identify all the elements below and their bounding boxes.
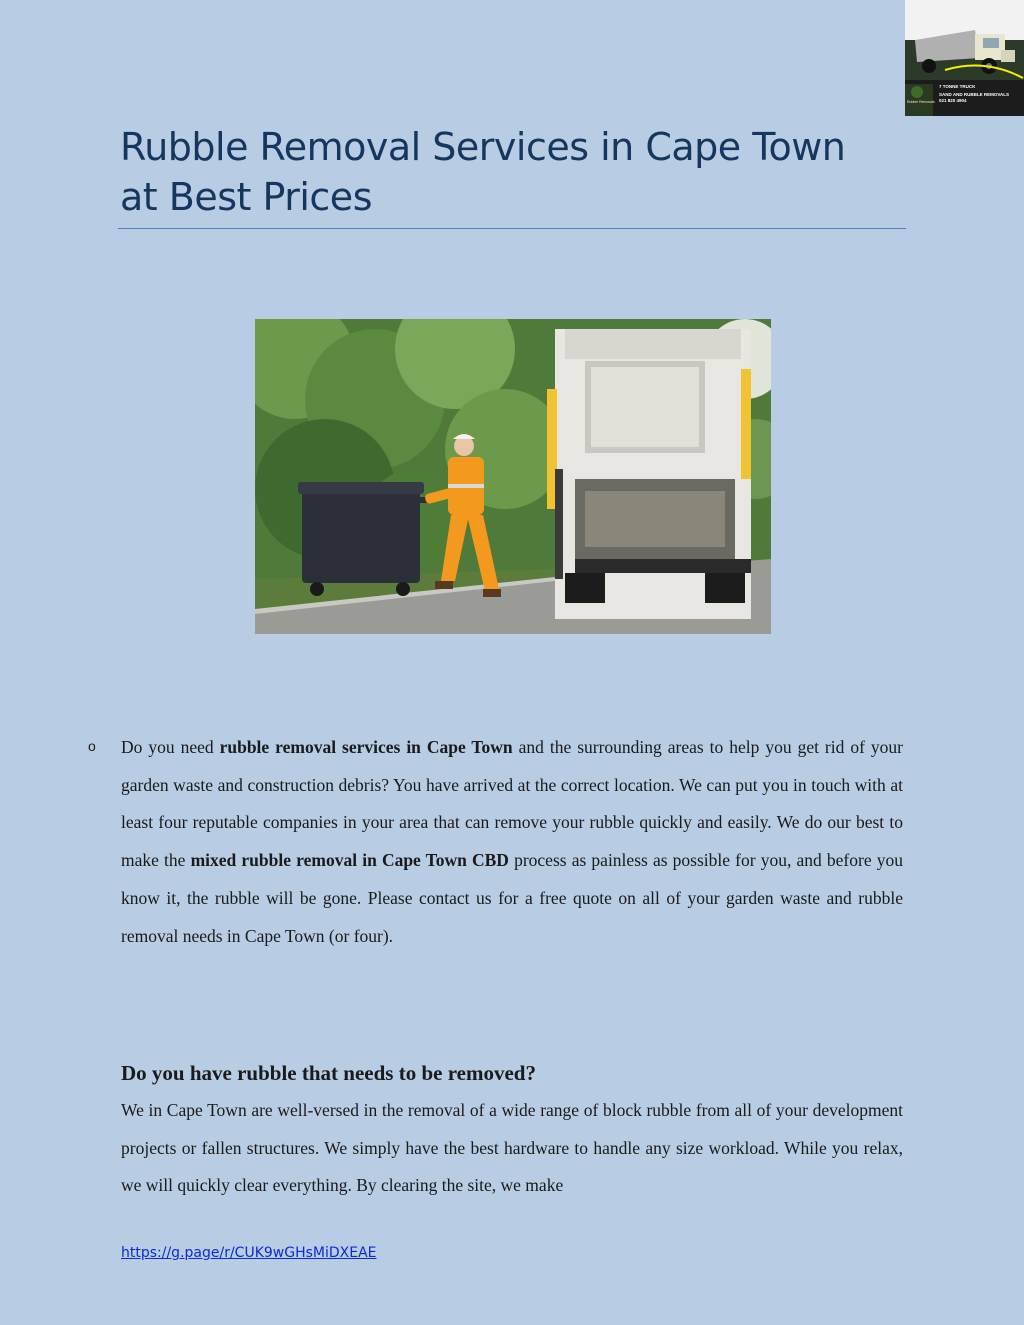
- title-underline-rule: [118, 228, 906, 229]
- bullet-marker: o: [88, 738, 96, 754]
- company-logo: [905, 0, 1024, 116]
- intro-bold-1: rubble removal services in Cape Town: [219, 737, 513, 757]
- logo-phone: 021 820 4904: [939, 98, 967, 103]
- garbage-truck-photo: [255, 319, 771, 634]
- intro-bold-2: mixed rubble removal in Cape Town CBD: [190, 850, 509, 871]
- google-page-link[interactable]: https://g.page/r/CUK9wGHsMiDXEAE: [121, 1245, 377, 1261]
- section-paragraph: We in Cape Town are well-versed in the removal of a wide range of block rubble from all of your development projects or fallen structures. We simply have the best hardware to handle any size workload. While you relax, we will quickly clear everything. By clearing the site, we make: [121, 1100, 903, 1196]
- intro-text-3: process as painless as possible for you, and before you know it, the rubble will be gone. Please contact us for a free quote on all of your garden waste and rubble removal needs in Cape Town (or four).: [121, 850, 903, 946]
- intro-paragraph: [121, 729, 903, 955]
- logo-brand: Rubble Removals: [907, 100, 935, 104]
- logo-line-2: SAND AND RUBBLE REMOVALS: [939, 92, 1010, 97]
- logo-line-1: 7 TONNE TRUCK: [939, 84, 976, 89]
- page-title: Rubble Removal Services in Cape Town at Best Prices: [120, 125, 846, 219]
- intro-text-2: and the surrounding areas to help you get rid of your garden waste and construction debris? You have arrived at the correct location. We can put you in touch with at least four reputable companies in your area that can remove your rubble quickly and easily. We do our best to make the: [121, 737, 903, 871]
- section-heading: Do you have rubble that needs to be removed?: [121, 1061, 536, 1085]
- intro-text-1: Do you need: [121, 737, 220, 757]
